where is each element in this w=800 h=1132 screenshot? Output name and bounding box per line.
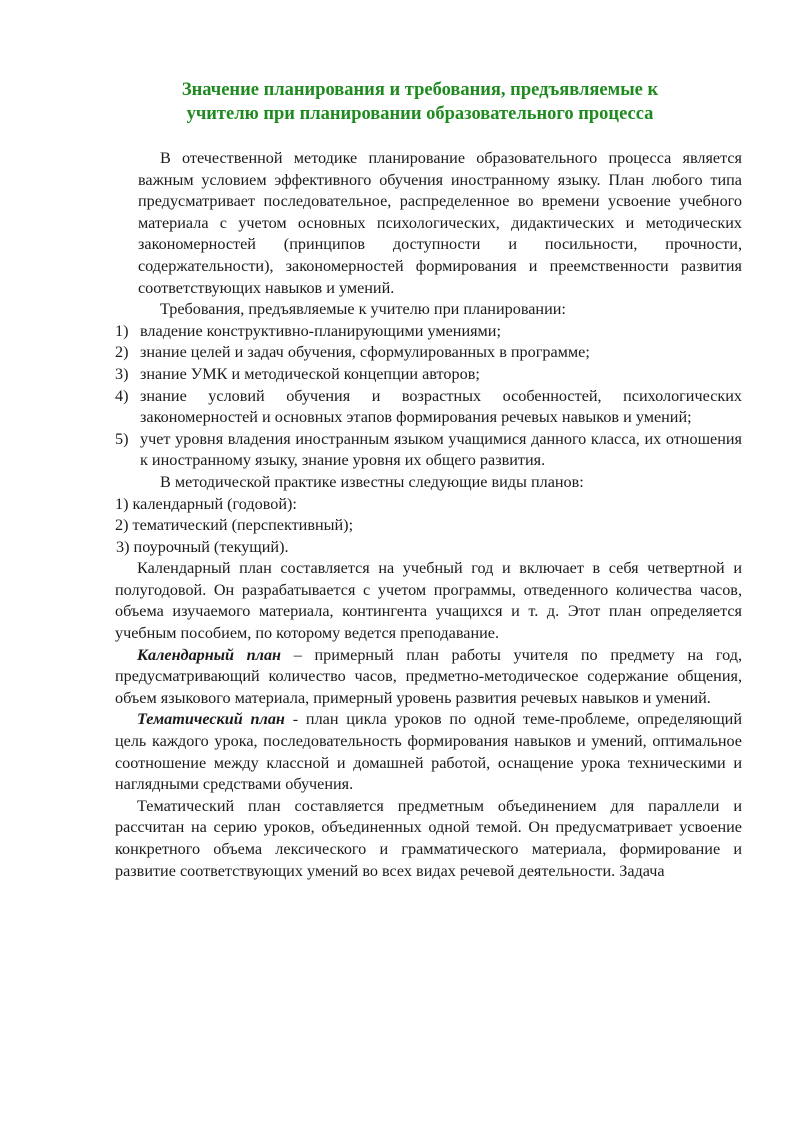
plan-item: 1) календарный (годовой): bbox=[115, 494, 297, 513]
list-item bbox=[115, 342, 742, 364]
calendar-definition: – примерный план работы учителя по предмету на год, предусматривающий количество часов, предметно-методическое содержание общения, объем языкового материала, примерный уровень развития речевых навыков и умений. bbox=[115, 645, 742, 707]
list-item bbox=[115, 321, 742, 343]
main-text bbox=[115, 558, 742, 882]
list-text: знание УМК и методической концепции авторов; bbox=[140, 364, 480, 383]
plan-item: 3) поурочный (текущий). bbox=[116, 537, 289, 556]
requirements-list bbox=[115, 321, 742, 472]
plans-list bbox=[115, 494, 742, 559]
paragraph-calendar-definition bbox=[115, 645, 742, 710]
calendar-term: Календарный план bbox=[137, 645, 282, 664]
list-item bbox=[115, 386, 742, 429]
title-line-2: учителю при планировании образовательного процесса bbox=[186, 104, 654, 124]
list-text: владение конструктивно-планирующими умениями; bbox=[140, 321, 501, 340]
plan-item: 2) тематический (перспективный); bbox=[115, 516, 354, 535]
document-body bbox=[115, 148, 742, 882]
list-number: 2) bbox=[115, 343, 129, 362]
page-title bbox=[120, 78, 720, 126]
list-number: 5) bbox=[115, 429, 129, 448]
plans-intro: В методической практике известны следующие виды планов: bbox=[160, 472, 584, 491]
paragraph-thematic-definition bbox=[115, 709, 742, 795]
requirements-intro: Требования, предъявляемые к учителю при планировании: bbox=[160, 300, 566, 319]
thematic-term: Тематический план bbox=[137, 710, 285, 729]
paragraph-thematic: Тематический план составляется предметным объединением для параллели и рассчитан на серию уроков, объединенных одной темой. Он предусматривает усвоение конкретного объема лексического и грамматического материала, формирование и развитие соответствующих умений во всех видах речевой деятельности. Задача bbox=[115, 796, 742, 880]
list-text: знание целей и задач обучения, сформулированных в программе; bbox=[140, 343, 590, 362]
paragraph-intro: В отечественной методике планирование образовательного процесса является важным условием эффективного обучения иностранному языку. План любого типа предусматривает последовательное, распределенное во времени усвоение учебного материала с учетом основных психологических, дидактических и методических закономерностей (принципов доступности и посильности, прочности, содержательности), закономерностей формирования и преемственности развития соответствующих навыков и умений. bbox=[138, 149, 742, 297]
paragraph-calendar: Календарный план составляется на учебный год и включает в себя четвертной и полугодовой. Он разрабатывается с учетом программы, отведенного количества часов, объема изучаемого материала, контингента учащихся и т. д. Этот план определяется учебным пособием, по которому ведется преподавание. bbox=[115, 559, 742, 643]
list-item bbox=[115, 429, 742, 472]
thematic-definition: - план цикла уроков по одной теме-проблеме, определяющий цель каждого урока, последовательность формирования навыков и умений, оптимальное соотношение между классной и домашней работой, оснащение урока техническими и наглядными средствами обучения. bbox=[115, 710, 742, 794]
list-number: 3) bbox=[115, 364, 129, 383]
list-text: знание условий обучения и возрастных особенностей, психологических закономерностей и основных этапов формирования речевых навыков и умений; bbox=[140, 386, 742, 427]
list-number: 1) bbox=[115, 321, 129, 340]
list-text: учет уровня владения иностранным языком учащимися данного класса, их отношения к иностранному языку, знание уровня их общего развития. bbox=[140, 429, 742, 470]
list-number: 4) bbox=[115, 386, 129, 405]
list-item bbox=[115, 364, 742, 386]
title-line-1: Значение планирования и требования, предъявляемые к bbox=[181, 80, 659, 100]
